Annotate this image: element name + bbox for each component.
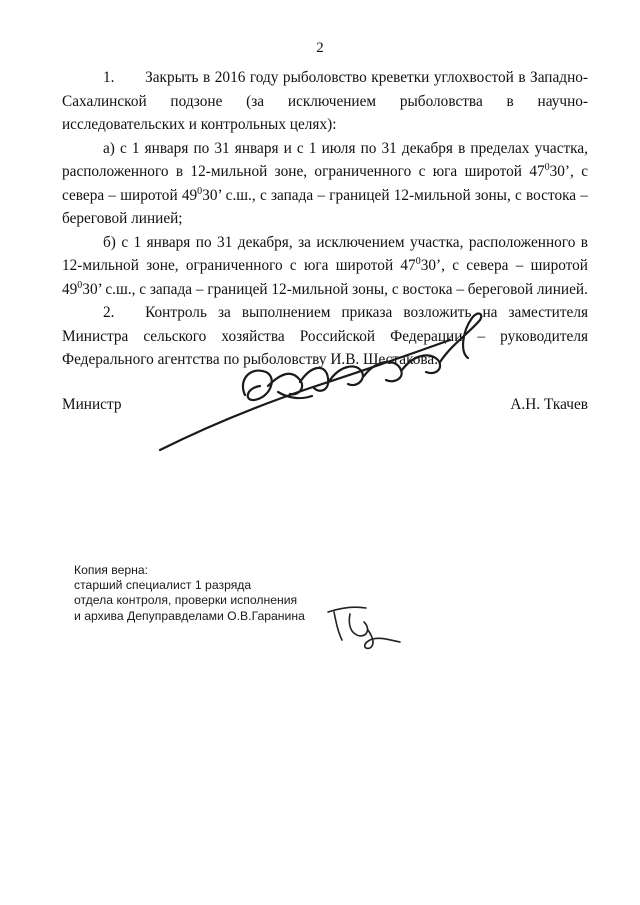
minister-title: Министр bbox=[62, 396, 122, 413]
copy-line-2: старший специалист 1 разряда bbox=[74, 578, 252, 593]
item-a-text-3: 30’ с.ш., с запада – границей 12-мильной зоны, с востока – береговой линией; bbox=[62, 186, 588, 227]
paragraph-close-fishing: 1. Закрыть в 2016 году рыболовство креветки углохвостой в Западно-Сахалинской подзоне (за исключением рыболовства в научно-исследовательских и контрольных целях): bbox=[62, 69, 588, 133]
paragraph-control: 2. Контроль за выполнением приказа возложить на заместителя Министра сельского хозяйства Российской Федерации – руководителя Федерального агентства по рыболовству И.В. Шестакова. bbox=[62, 304, 588, 368]
item-a-degree-2: 0 bbox=[197, 185, 203, 197]
item-a-text-2: 30’, с севера – широтой 49 bbox=[62, 163, 588, 204]
item-b-text-3: 30’ с.ш., с запада – границей 12-мильной зоны, с востока – береговой линией. bbox=[82, 280, 588, 298]
paragraph-item-a bbox=[62, 137, 588, 231]
item-b-text-2: 30’, с севера – широтой 49 bbox=[62, 257, 588, 298]
copy-signature bbox=[320, 600, 410, 650]
item-b-degree-1: 0 bbox=[415, 255, 421, 267]
paragraph-item-b bbox=[62, 231, 588, 302]
item-b-text-1: б) с 1 января по 31 декабря, за исключением участка, расположенного в 12-мильной зоне, ограниченного с юга широтой 47 bbox=[62, 233, 588, 274]
item-a-degree-1: 0 bbox=[544, 161, 550, 173]
minister-signature bbox=[150, 300, 500, 460]
minister-name: А.Н. Ткачев bbox=[510, 396, 588, 413]
item-a-text-1: а) с 1 января по 31 января и с 1 июля по 31 декабря в пределах участка, расположенного в 12-мильной зоне, ограниченного с юга широтой 47 bbox=[62, 139, 588, 180]
page-number: 2 bbox=[316, 40, 324, 56]
item-b-degree-2: 0 bbox=[77, 279, 83, 291]
copy-line-4: и архива Депуправделами О.В.Гаранина bbox=[74, 608, 305, 623]
copy-certification bbox=[74, 563, 305, 624]
copy-line-3: отдела контроля, проверки исполнения bbox=[74, 593, 298, 608]
copy-line-1: Копия верна: bbox=[74, 563, 149, 577]
